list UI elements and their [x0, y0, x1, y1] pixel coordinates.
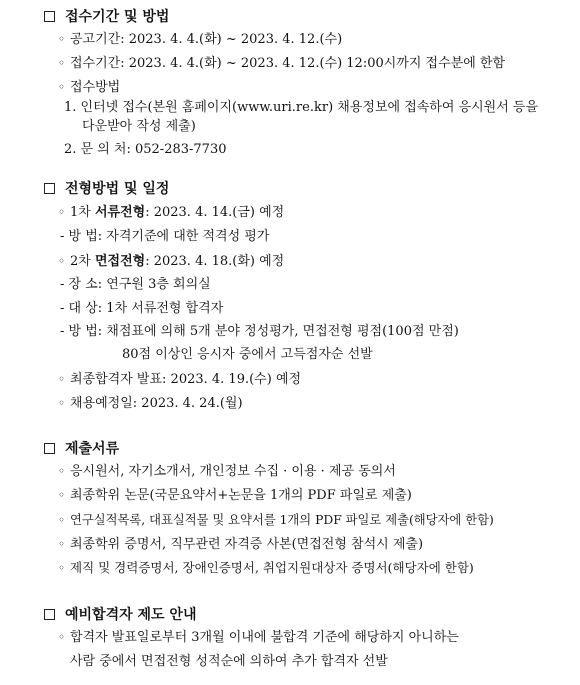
- bullet-icon: [58, 30, 70, 49]
- bullet-icon: [58, 535, 70, 554]
- section-title: 전형방법 및 일정: [65, 181, 170, 197]
- bullet-icon: [58, 203, 70, 222]
- list-item: ◦2차 면접전형: 2023. 4. 18.(화) 예정: [58, 252, 284, 270]
- list-item: ◦최종학위 증명서, 직무관련 자격증 사본(면접전형 참석시 제출): [58, 535, 423, 553]
- list-item: 2. 문 의 처: 052-283-7730: [64, 142, 227, 157]
- list-item: ◦접수기간: 2023. 4. 4.(화) ~ 2023. 4. 12.(수) 12:00시까지 접수분에 한함: [58, 54, 505, 72]
- section-heading-selection: [44, 178, 169, 198]
- list-item: ◦채용예정일: 2023. 4. 24.(월): [58, 394, 243, 412]
- bullet-icon: [58, 628, 70, 647]
- bullet-icon: [58, 78, 70, 97]
- checkbox-square-icon: [44, 443, 55, 454]
- list-item: ◦연구실적목록, 대표실적물 및 요약서를 1개의 PDF 파일로 제출(해당자에 한함): [58, 511, 494, 529]
- checkbox-square-icon: [44, 11, 55, 22]
- list-item: ◦최종학위 논문(국문요약서+논문을 1개의 PDF 파일로 제출): [58, 486, 412, 504]
- list-item: - 대 상: 1차 서류전형 합격자: [60, 301, 224, 316]
- section-heading-application: [44, 6, 169, 26]
- section-title: 예비합격자 제도 안내: [65, 607, 197, 623]
- section-heading-reserve: [44, 604, 196, 624]
- list-item: ◦제직 및 경력증명서, 장애인증명서, 취업지원대상자 증명서(해당자에 한함): [58, 559, 474, 577]
- list-item: 사람 중에서 면접전형 성적순에 의하여 추가 합격자 선발: [70, 654, 388, 669]
- list-item: - 방 법: 채점표에 의해 5개 분야 정성평가, 면접전형 평점(100점 만점): [60, 324, 459, 339]
- list-item: 80점 이상인 응시자 중에서 고득점자순 선발: [122, 347, 373, 362]
- list-item: ◦응시원서, 자기소개서, 개인정보 수집 · 이용 · 제공 동의서: [58, 462, 396, 480]
- list-item: - 방 법: 자격기준에 대한 적격성 평가: [60, 229, 270, 244]
- section-title: 접수기간 및 방법: [65, 9, 170, 25]
- bullet-icon: [58, 511, 70, 529]
- list-item: ◦공고기간: 2023. 4. 4.(화) ~ 2023. 4. 12.(수): [58, 30, 342, 48]
- list-item: ◦접수방법: [58, 78, 120, 96]
- bullet-icon: [58, 252, 70, 271]
- bullet-icon: [58, 486, 70, 505]
- bullet-icon: [58, 462, 70, 481]
- bullet-icon: [58, 370, 70, 389]
- list-item: ◦최종합격자 발표: 2023. 4. 19.(수) 예정: [58, 370, 301, 388]
- list-item: ◦1차 서류전형: 2023. 4. 14.(금) 예정: [58, 203, 284, 221]
- bullet-icon: [58, 54, 70, 73]
- section-title: 제출서류: [65, 441, 120, 457]
- bullet-icon: [58, 559, 70, 577]
- checkbox-square-icon: [44, 609, 55, 620]
- list-item: ◦합격자 발표일로부터 3개월 이내에 불합격 기준에 해당하지 아니하는: [58, 628, 459, 646]
- list-item: 다운받아 작성 제출): [82, 119, 196, 134]
- checkbox-square-icon: [44, 183, 55, 194]
- list-item: 1. 인터넷 접수(본원 홈페이지(www.uri.re.kr) 채용정보에 접속하여 응시원서 등을: [64, 100, 539, 115]
- bullet-icon: [58, 394, 70, 413]
- section-heading-documents: [44, 438, 119, 458]
- list-item: - 장 소: 연구원 3층 회의실: [60, 277, 211, 292]
